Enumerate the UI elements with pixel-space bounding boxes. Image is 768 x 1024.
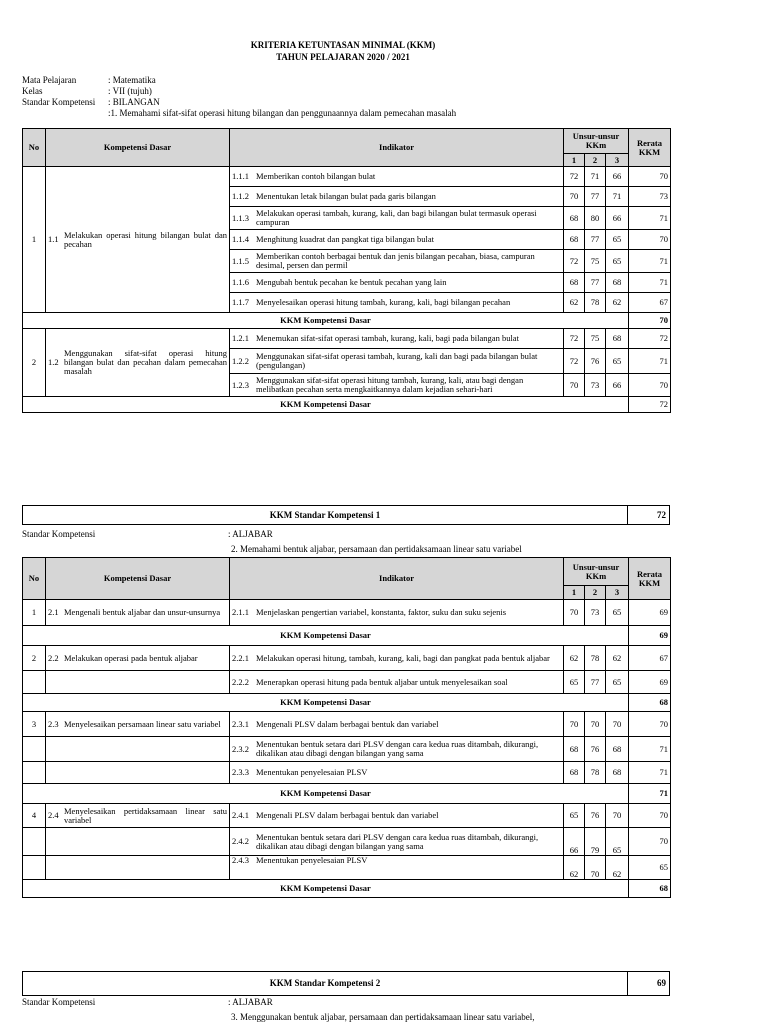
kd-text: Melakukan operasi hitung bilangan bulat dan pecahan bbox=[64, 229, 227, 249]
header-unsur: Unsur-unsur KKm bbox=[564, 129, 629, 154]
kkm-kd-value: 69 bbox=[629, 626, 671, 646]
kd-code: 2.2 bbox=[48, 652, 59, 663]
sk-label: Standar Kompetensi bbox=[22, 997, 96, 1007]
unsur-3-value: 70 bbox=[606, 804, 629, 828]
unsur-2-value: 76 bbox=[585, 804, 606, 828]
rerata-value: 71 bbox=[629, 250, 671, 273]
kkm-kd-row bbox=[23, 784, 671, 804]
indicator-text: Menentukan penyelesaian PLSV bbox=[256, 855, 368, 865]
indicator-text: Melakukan operasi hitung, tambah, kurang, kali, bagi dan pangkat pada bentuk aljabar bbox=[256, 652, 550, 663]
unsur-3-value: 62 bbox=[606, 293, 629, 313]
sk-value: : ALJABAR bbox=[228, 529, 273, 539]
indicator-text: Menentukan penyelesaian PLSV bbox=[256, 767, 368, 777]
indicator-text: Menyelesaikan operasi hitung tambah, kurang, kali, bagi bilangan pecahan bbox=[256, 297, 511, 307]
meta-label: Kelas bbox=[22, 86, 43, 96]
kkm-kd-row bbox=[23, 626, 671, 646]
table-row bbox=[23, 329, 671, 349]
document-title: KRITERIA KETUNTASAN MINIMAL (KKM) bbox=[250, 40, 436, 50]
rerata-value: 71 bbox=[629, 207, 671, 230]
unsur-3-value: 65 bbox=[606, 828, 629, 856]
unsur-3-value: 71 bbox=[606, 187, 629, 207]
unsur-3-value: 68 bbox=[606, 273, 629, 293]
kkm-kd-value: 68 bbox=[629, 880, 671, 898]
unsur-1-value: 70 bbox=[564, 187, 585, 207]
indicator-text: Melakukan operasi tambah, kurang, kali, dan bagi bilangan bulat termasuk operasi campuran bbox=[256, 208, 537, 227]
indicator-code: 2.4.3 bbox=[232, 855, 249, 865]
indicator-code: 2.1.1 bbox=[232, 607, 249, 617]
meta-label: Mata Pelajaran bbox=[22, 75, 77, 85]
unsur-1-value: 70 bbox=[564, 712, 585, 737]
rerata-value: 70 bbox=[629, 374, 671, 397]
kd-code: 2.4 bbox=[48, 810, 59, 820]
meta-value: :1. Memahami sifat-sifat operasi hitung bilangan dan penggunaannya dalam pemecahan masalah bbox=[108, 108, 457, 118]
unsur-2-value: 77 bbox=[585, 671, 606, 694]
indicator-code: 2.3.3 bbox=[232, 767, 249, 777]
rerata-value: 65 bbox=[629, 856, 671, 880]
table-row bbox=[23, 600, 671, 626]
header-no: No bbox=[23, 129, 46, 167]
indicator-text: Mengubah bentuk pecahan ke bentuk pecahan yang lain bbox=[256, 277, 447, 287]
kkm-kd-row bbox=[23, 313, 671, 329]
kd-code: 1.2 bbox=[48, 357, 59, 367]
meta-block bbox=[22, 75, 456, 119]
unsur-2-value: 70 bbox=[585, 856, 606, 880]
unsur-1-value: 72 bbox=[564, 349, 585, 374]
kkm-kd-label: KKM Kompetensi Dasar bbox=[23, 626, 629, 646]
kkm-kd-value: 72 bbox=[629, 397, 671, 413]
kkm-table-bilangan bbox=[22, 128, 671, 413]
rerata-value: 70 bbox=[629, 230, 671, 250]
sk-description: 3. Menggunakan bentuk aljabar, persamaan dan pertidaksamaan linear satu variabel, bbox=[231, 1012, 535, 1022]
unsur-1-value: 68 bbox=[564, 762, 585, 784]
indicator-code: 2.2.1 bbox=[232, 652, 249, 663]
table-row bbox=[23, 671, 671, 694]
unsur-1-value: 72 bbox=[564, 167, 585, 187]
indicator-text: Menentukan bentuk setara dari PLSV dengan cara kedua ruas ditambah, dikurangi, dikalikan atau dibagi dengan bilangan yang sama bbox=[256, 831, 539, 851]
unsur-1-value: 62 bbox=[564, 646, 585, 671]
kd-text: Mengenali bentuk aljabar dan unsur-unsurnya bbox=[64, 607, 221, 617]
unsur-1-value: 68 bbox=[564, 207, 585, 230]
indicator-code: 2.2.2 bbox=[232, 676, 249, 687]
sk-description: 2. Memahami bentuk aljabar, persamaan dan pertidaksamaan linear satu variabel bbox=[231, 544, 522, 554]
unsur-2-value: 70 bbox=[585, 712, 606, 737]
table-row bbox=[23, 762, 671, 784]
indicator-code: 1.2.1 bbox=[232, 333, 249, 343]
table-row bbox=[23, 712, 671, 737]
rerata-value: 70 bbox=[629, 712, 671, 737]
indicator-code: 2.4.1 bbox=[232, 810, 249, 820]
document-subtitle: TAHUN PELAJARAN 2020 / 2021 bbox=[276, 52, 410, 62]
indicator-text: Mengenali PLSV dalam berbagai bentuk dan variabel bbox=[256, 810, 439, 820]
kd-code: 2.1 bbox=[48, 607, 59, 617]
kompetensi-dasar-cell bbox=[46, 712, 230, 737]
indicator-code: 1.2.2 bbox=[232, 355, 249, 366]
unsur-1-value: 68 bbox=[564, 737, 585, 762]
kkm-standar-kompetensi-2 bbox=[22, 971, 670, 996]
unsur-2-value: 79 bbox=[585, 828, 606, 856]
unsur-2-value: 76 bbox=[585, 349, 606, 374]
kd-text: Menggunakan sifat-sifat operasi hitung bilangan bulat dan pecahan dalam pemecahan masalah bbox=[64, 348, 227, 376]
unsur-1-value: 65 bbox=[564, 804, 585, 828]
rerata-value: 69 bbox=[629, 671, 671, 694]
kkm-kd-row bbox=[23, 694, 671, 712]
kompetensi-dasar-cell bbox=[46, 167, 230, 313]
unsur-3-value: 68 bbox=[606, 762, 629, 784]
unsur-1-value: 72 bbox=[564, 250, 585, 273]
indicator-text: Menerapkan operasi hitung pada bentuk aljabar untuk menyelesaikan soal bbox=[256, 676, 508, 687]
kkm-sk-label: KKM Standar Kompetensi 1 bbox=[23, 506, 628, 524]
kkm-kd-value: 71 bbox=[629, 784, 671, 804]
row-number: 1 bbox=[23, 600, 46, 626]
unsur-3-value: 62 bbox=[606, 646, 629, 671]
unsur-3-value: 66 bbox=[606, 207, 629, 230]
indicator-code: 1.1.1 bbox=[232, 171, 249, 181]
standar-kompetensi-2 bbox=[22, 529, 682, 555]
rerata-value: 71 bbox=[629, 762, 671, 784]
table-row bbox=[23, 737, 671, 762]
kkm-kd-value: 70 bbox=[629, 313, 671, 329]
unsur-3-value: 68 bbox=[606, 329, 629, 349]
kompetensi-dasar-cell bbox=[46, 804, 230, 828]
kkm-kd-label: KKM Kompetensi Dasar bbox=[23, 397, 629, 413]
indicator-text: Menjelaskan pengertian variabel, konstanta, faktor, suku dan suku sejenis bbox=[256, 607, 507, 617]
kkm-kd-row bbox=[23, 880, 671, 898]
row-number: 2 bbox=[23, 329, 46, 397]
unsur-3-value: 66 bbox=[606, 374, 629, 397]
unsur-3-value: 65 bbox=[606, 600, 629, 626]
unsur-2-value: 78 bbox=[585, 293, 606, 313]
indicator-text: Menggunakan sifat-sifat operasi tambah, kurang, kali dan bagi pada bilangan bulat (pengulangan) bbox=[256, 351, 538, 370]
rerata-value: 70 bbox=[629, 804, 671, 828]
unsur-3-value: 68 bbox=[606, 737, 629, 762]
indicator-text: Mengenali PLSV dalam berbagai bentuk dan variabel bbox=[256, 718, 439, 729]
rerata-value: 72 bbox=[629, 329, 671, 349]
unsur-3-value: 65 bbox=[606, 250, 629, 273]
header-unsur-1: 1 bbox=[564, 586, 585, 600]
indicator-code: 1.1.6 bbox=[232, 277, 249, 287]
meta-value: : VII (tujuh) bbox=[108, 86, 152, 96]
indicator-code: 1.1.5 bbox=[232, 255, 249, 266]
header-unsur: Unsur-unsur KKm bbox=[564, 558, 629, 586]
header-unsur-2: 2 bbox=[585, 586, 606, 600]
row-number: 1 bbox=[23, 167, 46, 313]
unsur-1-value: 70 bbox=[564, 600, 585, 626]
unsur-2-value: 73 bbox=[585, 374, 606, 397]
unsur-1-value: 68 bbox=[564, 273, 585, 293]
header-rerata: Rerata KKM bbox=[629, 129, 671, 167]
row-number: 3 bbox=[23, 712, 46, 737]
unsur-1-value: 72 bbox=[564, 329, 585, 349]
indicator-code: 2.3.1 bbox=[232, 718, 249, 729]
kompetensi-dasar-cell bbox=[46, 600, 230, 626]
unsur-2-value: 75 bbox=[585, 250, 606, 273]
indicator-code: 1.1.2 bbox=[232, 191, 249, 201]
indicator-text: Menentukan letak bilangan bulat pada garis bilangan bbox=[256, 191, 436, 201]
kd-text: Menyelesaikan persamaan linear satu variabel bbox=[64, 718, 221, 729]
unsur-2-value: 77 bbox=[585, 230, 606, 250]
header-kompetensi-dasar: Kompetensi Dasar bbox=[46, 558, 230, 600]
kd-text: Melakukan operasi pada bentuk aljabar bbox=[64, 652, 198, 663]
header-unsur-3: 3 bbox=[606, 154, 629, 167]
unsur-3-value: 65 bbox=[606, 349, 629, 374]
row-number: 4 bbox=[23, 804, 46, 828]
header-unsur-1: 1 bbox=[564, 154, 585, 167]
unsur-1-value: 62 bbox=[564, 293, 585, 313]
unsur-1-value: 65 bbox=[564, 671, 585, 694]
indicator-code: 1.2.3 bbox=[232, 379, 249, 390]
indicator-text: Menggunakan sifat-sifat operasi hitung tambah, kurang, kali, atau bagi dengan melibatkan pecahan serta mengkaitkannya dalam kejadian sehari-hari bbox=[256, 375, 524, 394]
sk-value: : ALJABAR bbox=[228, 997, 273, 1007]
kd-text: Menyelesaikan pertidaksamaan linear satu variabel bbox=[64, 805, 227, 825]
unsur-3-value: 70 bbox=[606, 712, 629, 737]
header-unsur-3: 3 bbox=[606, 586, 629, 600]
header-unsur-2: 2 bbox=[585, 154, 606, 167]
unsur-1-value: 68 bbox=[564, 230, 585, 250]
meta-label: Standar Kompetensi bbox=[22, 97, 96, 107]
header-indikator: Indikator bbox=[230, 558, 564, 600]
unsur-1-value: 66 bbox=[564, 828, 585, 856]
header-kompetensi-dasar: Kompetensi Dasar bbox=[46, 129, 230, 167]
rerata-value: 67 bbox=[629, 646, 671, 671]
indicator-code: 1.1.7 bbox=[232, 297, 249, 307]
unsur-2-value: 78 bbox=[585, 646, 606, 671]
table-row bbox=[23, 646, 671, 671]
kompetensi-dasar-cell bbox=[46, 329, 230, 397]
unsur-3-value: 66 bbox=[606, 167, 629, 187]
header-indikator: Indikator bbox=[230, 129, 564, 167]
unsur-3-value: 65 bbox=[606, 671, 629, 694]
unsur-2-value: 77 bbox=[585, 187, 606, 207]
table-row bbox=[23, 804, 671, 828]
row-number: 2 bbox=[23, 646, 46, 671]
header-no: No bbox=[23, 558, 46, 600]
unsur-2-value: 80 bbox=[585, 207, 606, 230]
meta-value: : BILANGAN bbox=[108, 97, 160, 107]
indicator-code: 2.4.2 bbox=[232, 836, 249, 846]
standar-kompetensi-3 bbox=[22, 997, 682, 1023]
unsur-2-value: 75 bbox=[585, 329, 606, 349]
unsur-2-value: 78 bbox=[585, 762, 606, 784]
kd-code: 1.1 bbox=[48, 234, 59, 244]
rerata-value: 71 bbox=[629, 349, 671, 374]
kkm-kd-value: 68 bbox=[629, 694, 671, 712]
unsur-3-value: 65 bbox=[606, 230, 629, 250]
indicator-text: Menentukan bentuk setara dari PLSV dengan cara kedua ruas ditambah, dikurangi, dikalikan atau dibagi dengan bilangan yang sama bbox=[256, 739, 539, 758]
header-rerata: Rerata KKM bbox=[629, 558, 671, 600]
kkm-kd-label: KKM Kompetensi Dasar bbox=[23, 313, 629, 329]
sk-label: Standar Kompetensi bbox=[22, 529, 96, 539]
kkm-kd-label: KKM Kompetensi Dasar bbox=[23, 784, 629, 804]
unsur-2-value: 73 bbox=[585, 600, 606, 626]
kkm-sk-value: 69 bbox=[657, 978, 666, 988]
rerata-value: 70 bbox=[629, 167, 671, 187]
unsur-1-value: 70 bbox=[564, 374, 585, 397]
table-row bbox=[23, 167, 671, 187]
indicator-code: 1.1.3 bbox=[232, 212, 249, 223]
kompetensi-dasar-cell bbox=[46, 646, 230, 671]
unsur-3-value: 62 bbox=[606, 856, 629, 880]
indicator-code: 2.3.2 bbox=[232, 743, 249, 754]
meta-value: : Matematika bbox=[108, 75, 156, 85]
unsur-2-value: 77 bbox=[585, 273, 606, 293]
unsur-2-value: 76 bbox=[585, 737, 606, 762]
unsur-2-value: 71 bbox=[585, 167, 606, 187]
indicator-code: 1.1.4 bbox=[232, 234, 249, 244]
unsur-1-value: 62 bbox=[564, 856, 585, 880]
kkm-kd-label: KKM Kompetensi Dasar bbox=[23, 694, 629, 712]
kkm-kd-label: KKM Kompetensi Dasar bbox=[23, 880, 629, 898]
kd-code: 2.3 bbox=[48, 718, 59, 729]
kkm-table-aljabar bbox=[22, 557, 671, 898]
kkm-sk-label: KKM Standar Kompetensi 2 bbox=[23, 972, 628, 995]
kkm-standar-kompetensi-1 bbox=[22, 505, 670, 525]
rerata-value: 69 bbox=[629, 600, 671, 626]
indicator-text: Menghitung kuadrat dan pangkat tiga bilangan bulat bbox=[256, 234, 434, 244]
rerata-value: 70 bbox=[629, 828, 671, 856]
table-row bbox=[23, 856, 671, 880]
indicator-text: Menemukan sifat-sifat operasi tambah, kurang, kali, bagi pada bilangan bulat bbox=[256, 333, 519, 343]
rerata-value: 67 bbox=[629, 293, 671, 313]
indicator-text: Memberikan contoh berbagai bentuk dan jenis bilangan pecahan, biasa, campuran desimal, persen dan permil bbox=[256, 251, 535, 270]
rerata-value: 71 bbox=[629, 737, 671, 762]
table-row bbox=[23, 828, 671, 856]
kkm-sk-value: 72 bbox=[657, 510, 666, 520]
kkm-kd-row bbox=[23, 397, 671, 413]
rerata-value: 73 bbox=[629, 187, 671, 207]
indicator-text: Memberikan contoh bilangan bulat bbox=[256, 171, 376, 181]
rerata-value: 71 bbox=[629, 273, 671, 293]
